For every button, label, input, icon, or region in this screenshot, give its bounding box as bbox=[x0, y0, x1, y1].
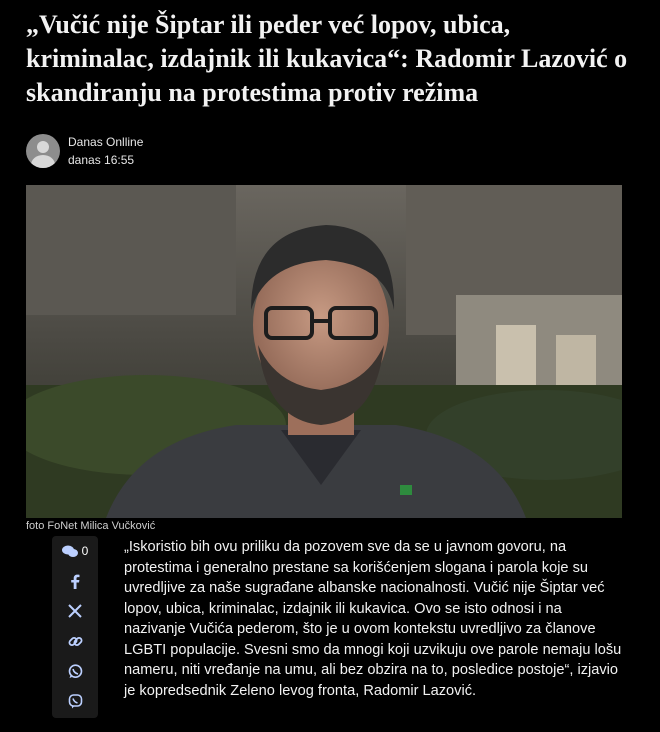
author-name[interactable]: Danas Onlline bbox=[68, 135, 144, 149]
facebook-icon bbox=[70, 574, 80, 589]
comments-button[interactable] bbox=[52, 536, 98, 566]
article-headline: „Vučić nije Šiptar ili peder već lopov, ubica, kriminalac, izdajnik ili kukavica“: Radomir Lazović o skandiranju na protestima protiv režima bbox=[26, 10, 628, 107]
author-block bbox=[26, 131, 143, 171]
comment-count: 0 bbox=[81, 544, 89, 558]
avatar[interactable] bbox=[26, 134, 60, 168]
share-bar bbox=[52, 536, 98, 718]
copy-link-button[interactable] bbox=[52, 626, 98, 656]
share-viber-button[interactable] bbox=[52, 686, 98, 716]
share-whatsapp-button[interactable] bbox=[52, 656, 98, 686]
article-photo bbox=[26, 185, 622, 518]
photo-caption: foto FoNet Milica Vučković bbox=[26, 520, 156, 532]
share-facebook-button[interactable] bbox=[52, 566, 98, 596]
article-paragraph: „Iskoristio bih ovu priliku da pozovem sve da se u javnom govoru, na protestima i generalno prestane sa korišćenjem slogana i parola koje su uvredljive za naše sugrađane albanske nacionalnosti. Vučić nije Šiptar već lopov, ubica, kriminalac, izdajnik ili kukavica. Ovo se isto odnosi i na nazivanje Vučića pederom, što je u ovom kontekstu uvredljivo za članove LGBTI populacije. Svesni smo da mnogi koji uzvikuju ove parole nemaju lošu nameru, niti vređanje na umu, ali bez obzira na to, posledice postoje“, izjavio je kopredsednik Zeleno levog fronta, Radomir Lazović. bbox=[124, 539, 622, 699]
viber-icon bbox=[68, 694, 83, 709]
whatsapp-icon bbox=[68, 664, 83, 679]
link-icon bbox=[68, 634, 83, 649]
publish-date: danas 16:55 bbox=[68, 153, 135, 167]
x-icon bbox=[68, 604, 82, 618]
share-x-button[interactable] bbox=[52, 596, 98, 626]
comment-icon bbox=[62, 545, 78, 558]
